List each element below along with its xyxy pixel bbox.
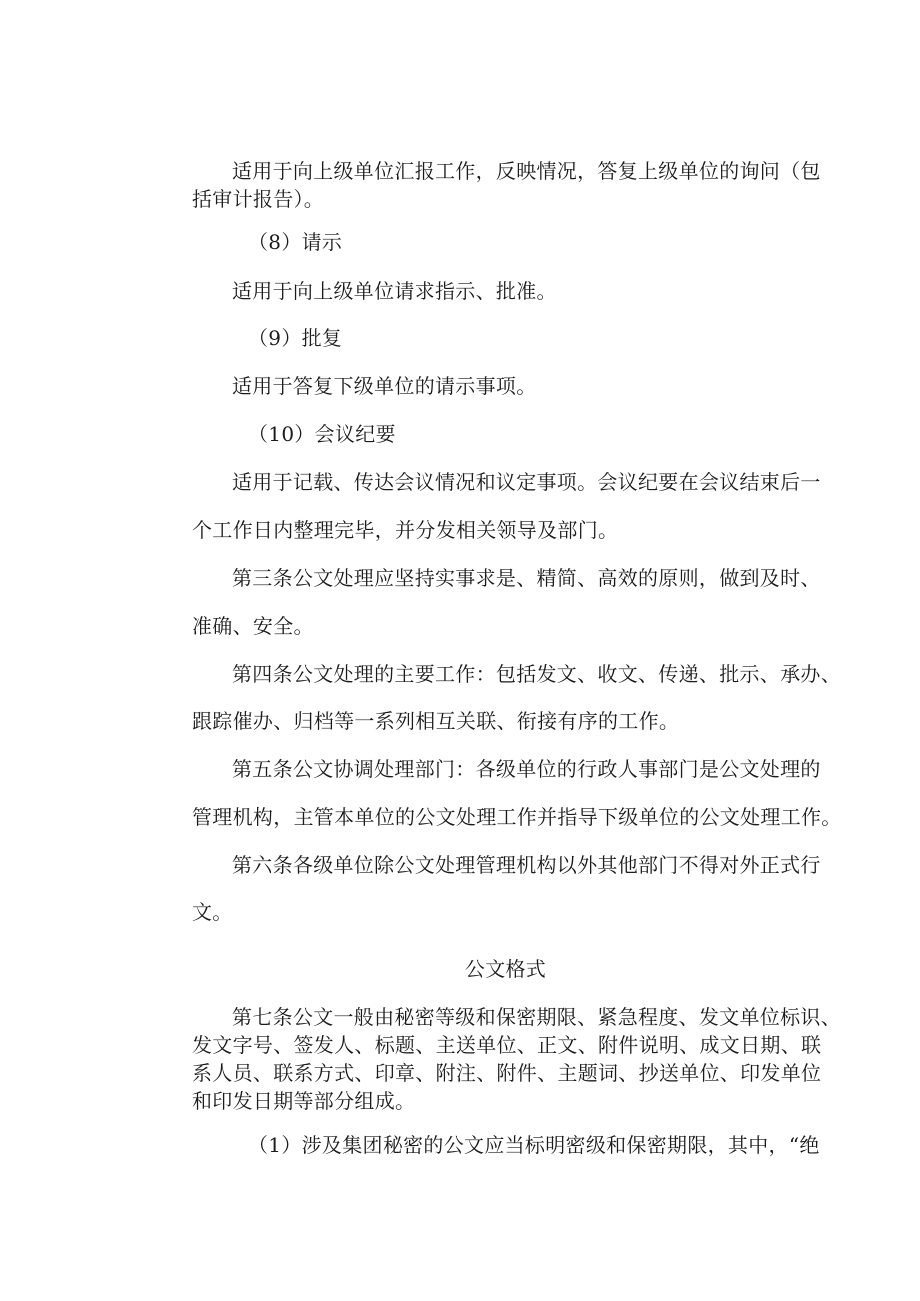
paragraph-line: 适用于记载、传达会议情况和议定事项。会议纪要在会议结束后一 (232, 470, 821, 494)
article-4-line: 跟踪催办、归档等一系列相互关联、衔接有序的工作。 (192, 709, 680, 733)
article-6-line: 第六条各级单位除公文处理管理机构以外其他部门不得对外正式行 (232, 853, 821, 877)
article-7-line: 发文字号、签发人、标题、主送单位、正文、附件说明、成文日期、联 (192, 1033, 822, 1057)
paragraph-line: 适用于答复下级单位的请示事项。 (232, 374, 537, 398)
list-item-1-line: （1）涉及集团秘密的公文应当标明密级和保密期限，其中，“绝 (248, 1133, 820, 1157)
article-5-line: 第五条公文协调处理部门：各级单位的行政人事部门是公文处理的 (232, 757, 821, 781)
article-7-line: 和印发日期等部分组成。 (192, 1089, 416, 1113)
subheading-item-9: （9）批复 (248, 326, 343, 350)
article-7-line: 系人员、联系方式、印章、附注、附件、主题词、抄送单位、印发单位 (192, 1061, 822, 1085)
section-heading: 公文格式 (464, 957, 547, 981)
article-3-line: 第三条公文处理应坚持实事求是、精简、高效的原则，做到及时、 (232, 566, 821, 590)
subheading-item-8: （8）请示 (248, 230, 343, 254)
article-5-line: 管理机构，主管本单位的公文处理工作并指导下级单位的公文处理工作。 (192, 805, 842, 829)
article-3-line: 准确、安全。 (192, 614, 314, 638)
paragraph-line: 个工作日内整理完毕，并分发相关领导及部门。 (192, 518, 619, 542)
subheading-item-10: （10）会议纪要 (248, 422, 396, 446)
paragraph-line: 适用于向上级单位请求指示、批准。 (232, 279, 557, 303)
article-6-line: 文。 (192, 900, 233, 924)
article-7-line: 第七条公文一般由秘密等级和保密期限、紧急程度、发文单位标识、 (232, 1005, 841, 1029)
article-4-line: 第四条公文处理的主要工作：包括发文、收文、传递、批示、承办、 (232, 662, 841, 686)
paragraph-line: 括审计报告）。 (192, 187, 325, 211)
paragraph-line: 适用于向上级单位汇报工作，反映情况，答复上级单位的询问（包 (232, 159, 821, 183)
